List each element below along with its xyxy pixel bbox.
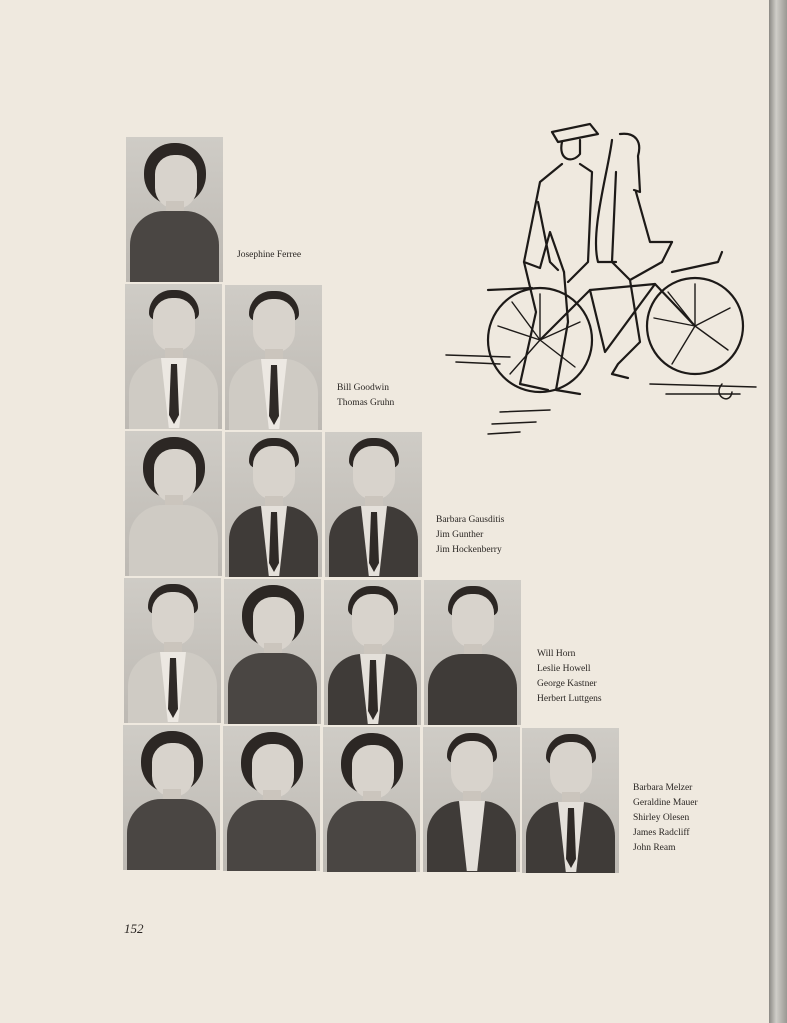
name: Bill Goodwin — [337, 383, 389, 393]
row-4-names — [537, 647, 602, 707]
name: Barbara Melzer — [633, 783, 693, 793]
name: John Ream — [633, 843, 676, 853]
portrait-thomas-gruhn — [225, 285, 322, 430]
name: George Kastner — [537, 679, 597, 689]
name: Jim Gunther — [436, 530, 484, 540]
book-edge — [769, 0, 787, 1023]
row-3-names — [436, 513, 504, 558]
name: James Radcliff — [633, 828, 690, 838]
portrait-herbert-luttgens — [424, 580, 521, 725]
portrait-shirley-olesen — [323, 727, 420, 872]
name: Josephine Ferree — [237, 250, 302, 260]
portrait-geraldine-mauer — [223, 726, 320, 871]
name: Will Horn — [537, 649, 576, 659]
name: Barbara Gausditis — [436, 515, 505, 525]
row-5-names — [633, 781, 698, 856]
portrait-george-kastner — [324, 580, 421, 725]
portrait-jim-gunther — [225, 432, 322, 577]
portrait-will-horn — [124, 578, 221, 723]
portrait-jim-hockenberry — [325, 432, 422, 577]
name: Herbert Luttgens — [537, 694, 602, 704]
portrait-barbara-melzer — [123, 725, 220, 870]
name: Geraldine Mauer — [633, 798, 698, 808]
name: Leslie Howell — [537, 664, 591, 674]
name: Thomas Gruhn — [337, 398, 395, 408]
portrait-leslie-howell — [224, 579, 321, 724]
row-2-names — [337, 381, 394, 411]
portrait-barbara-gausditis — [125, 431, 222, 576]
portrait-bill-goodwin — [125, 284, 222, 429]
portrait-james-radcliff — [423, 727, 520, 872]
portrait-josephine-ferree — [126, 137, 223, 282]
name: Jim Hockenberry — [436, 545, 502, 555]
page-number: 152 — [124, 921, 144, 936]
portrait-john-ream — [522, 728, 619, 873]
row-1-names — [237, 248, 301, 263]
tandem-bicycle-sketch-icon — [440, 112, 765, 447]
name: Shirley Olesen — [633, 813, 690, 823]
